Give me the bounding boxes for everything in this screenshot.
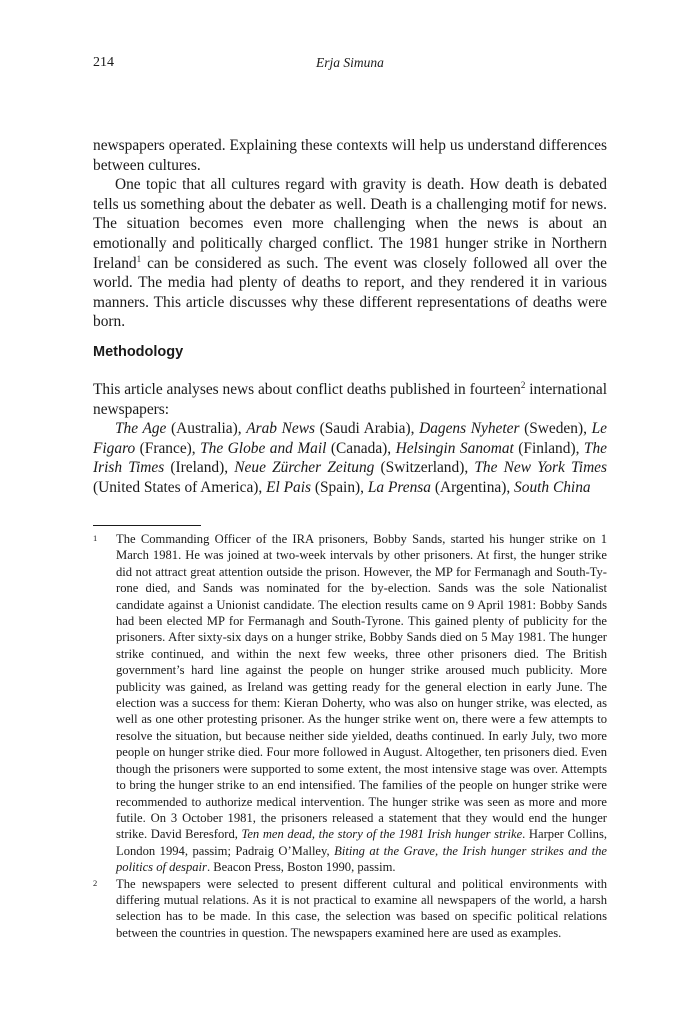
paragraph-text: international newspapers: — [93, 381, 607, 418]
newspaper-title: The Globe and Mail — [200, 439, 327, 457]
newspaper-title: South China — [514, 478, 591, 496]
newspaper-title: The Age — [115, 420, 167, 438]
newspaper-country: (Switzerland), — [374, 459, 475, 477]
newspaper-country: (Finland), — [513, 439, 584, 457]
footnote-number: 1 — [93, 533, 98, 543]
footnote-number: 2 — [93, 877, 98, 888]
newspaper-country: (Saudi Arabia), — [314, 420, 420, 438]
running-header — [93, 55, 607, 73]
newspaper-title: Helsingin Sanomat — [395, 439, 514, 457]
newspaper-country: (Ireland), — [164, 459, 235, 477]
newspaper-title: The Irish Times — [93, 439, 607, 477]
paragraph — [93, 380, 607, 419]
paragraph — [93, 175, 607, 332]
newspaper-list — [93, 419, 607, 497]
footnote — [93, 531, 607, 876]
footnote-text: . Harper Collins, London 1994, passim; Padraig O’Malley, — [116, 827, 608, 858]
section-heading: Methodology — [93, 344, 184, 360]
paragraph — [93, 136, 607, 175]
footnote — [93, 876, 607, 942]
reference-title: Ten men dead, the story of the 1981 Irish hunger strike — [241, 827, 523, 842]
newspaper-country: (France), — [135, 439, 201, 457]
intro-text — [93, 136, 607, 332]
footnote-ref[interactable]: 1 — [136, 253, 142, 264]
newspaper-country: (Sweden), — [519, 420, 592, 438]
footnotes — [93, 531, 607, 941]
footnote-ref[interactable]: 2 — [520, 379, 526, 390]
newspaper-title: Arab News — [246, 420, 315, 438]
paragraph-text: can be considered as such. The event was closely followed all over the world. The media had plenty of deaths to report, and they rendered it in various manners. This article discusses why these different representations of deaths were born. — [93, 254, 607, 331]
paragraph-text: newspapers operated. Explaining these contexts will help us understand differences between cultures. — [93, 137, 607, 174]
methodology-text — [93, 380, 607, 498]
newspaper-title: Le Figaro — [93, 420, 607, 457]
footnote-text: The newspapers were selected to present different cultural and political environments with differing mutual relations. As it is not practical to examine all newspapers of the world, a harsh selection has to be made. In this case, the selection was based on specific political relations between the countries in question. The newspapers examined here are used as examples. — [116, 876, 607, 940]
running-author: Erja Simuna — [316, 55, 384, 70]
newspaper-country: (Argentina), — [430, 478, 515, 496]
newspaper-country: (Canada), — [326, 439, 396, 457]
page-number: 214 — [93, 55, 114, 70]
newspaper-title: Dagens Nyheter — [419, 420, 520, 438]
footnote-divider — [93, 525, 201, 526]
newspaper-country: (Australia), — [166, 420, 247, 438]
paragraph-text: One topic that all cultures regard with gravity is death. How death is debated tells us something about the debater as well. Death is a challenging motif for news. The situation becomes even more challenging when the news is about an emotionally and politically charged conflict. The 1981 hunger strike in Northern Ireland — [93, 176, 607, 272]
newspaper-title: Neue Zürcher Zeitung — [234, 459, 375, 477]
newspaper-title: The New York Times — [474, 459, 607, 477]
newspaper-title: La Prensa — [367, 478, 431, 496]
footnote-text: The Commanding Officer of the IRA prisoners, Bobby Sands, started his hunger strike on 1 March 1981. He was joined at two-week intervals by other prisoners. At first, the hunger strike did not attract great attention outside the prison. However, the MP for Fermanagh and South-Tyrone died, and Sands was nominated for the by-election. Sands was the sole Nationalist candidate against a Unionist candidate. The election results came on 9 April 1981: Bobby Sands had been elected MP for Fermanagh and South-Tyrone. This gained plenty of publicity for the prisoners. After sixty-six days on a hunger strike, Bobby Sands died on 5 May 1981. The hunger strike continued, and within the next few weeks, three other prisoners died. The British government’s hard line against the people on hunger strike aroused much publicity. More publicity was gained, as Ireland was getting ready for the general election in early June. The election was a success for them: Kieran Doherty, who was also on hunger strike, was elected, as well as one other protesting prisoner. As the hunger strike went on, there were a few attempts to resolve the situation, but because neither side yielded, deaths continued. In early July, two more people on hunger strike died. Four more followed in August. Altogether, ten prisoners died. Even though the prisoners were supported to some extent, the most intensive stage was over. Attempts to bring the hunger strike to an end intensified. The families of the people on hunger strike were recommended to authorize medical intervention. The hunger strike was seen as more and more futile. On 3 October 1981, the prisoners released a statement that they would end the hunger strike. David Beresford, — [116, 532, 607, 842]
footnote-text: . Beacon Press, Boston 1990, passim. — [206, 860, 396, 875]
newspaper-title: El Pais — [266, 478, 311, 496]
newspaper-country: (Spain), — [310, 478, 368, 496]
reference-title: Biting at the Grave, the Irish hunger strikes and the politics of despair — [116, 843, 608, 875]
paragraph-text: This article analyses news about conflict deaths published in fourteen — [93, 381, 521, 398]
newspaper-country: (United States of America), — [93, 478, 267, 496]
